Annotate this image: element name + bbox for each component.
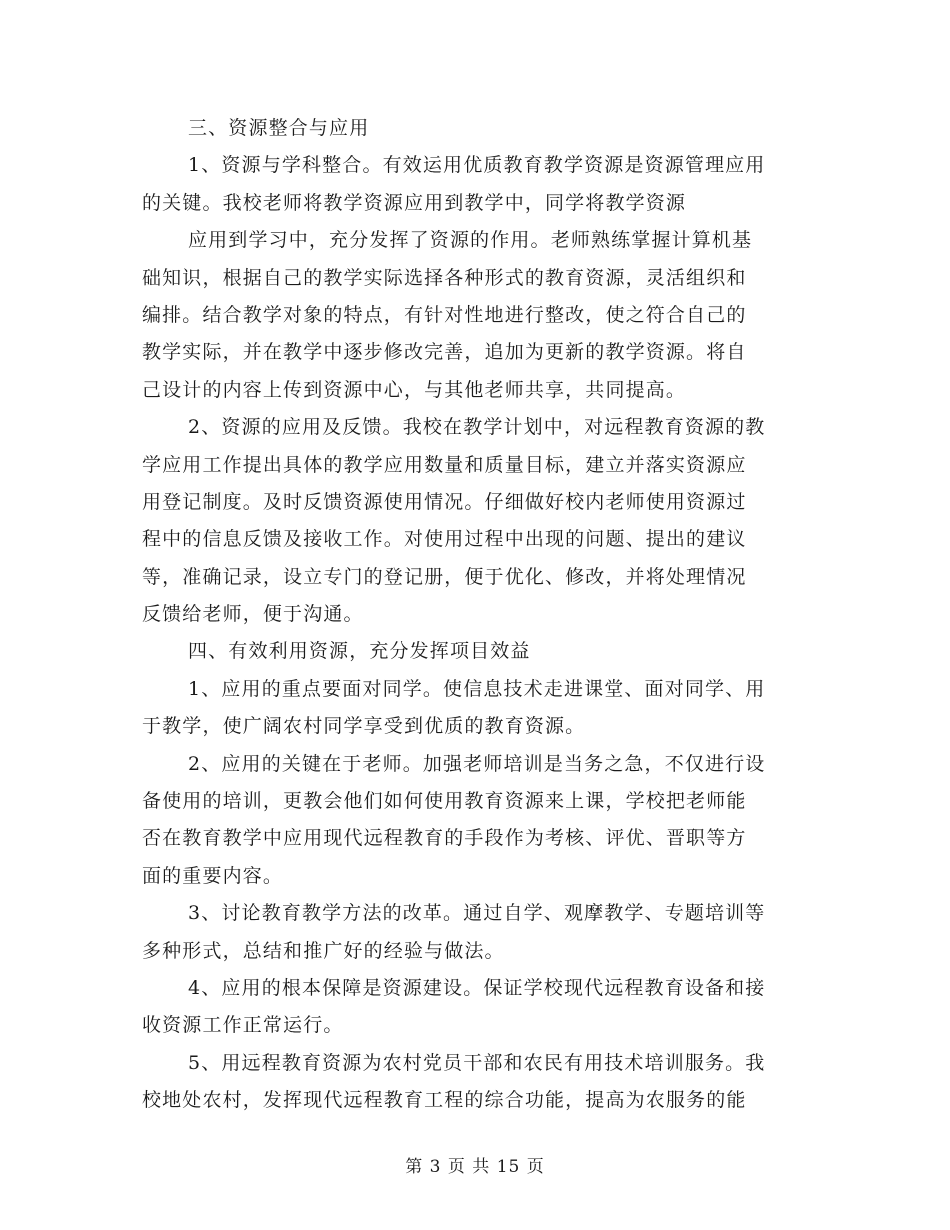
text-line: 5、用远程教育资源为农村党员干部和农民有用技术培训服务。我: [188, 1051, 766, 1074]
text-line: 反馈给老师，便于沟通。: [142, 603, 364, 626]
footer-middle: 页 共: [447, 1157, 491, 1177]
document-body: [142, 110, 807, 1120]
text-line: 等，准确记录，设立专门的登记册，便于优化、修改，并将处理情况: [142, 565, 747, 588]
text-line: 面的重要内容。: [142, 864, 284, 887]
text-line: 程中的信息反馈及接收工作。对使用过程中出现的问题、提出的建议: [142, 528, 747, 551]
text-line: 4、应用的根本保障是资源建设。保证学校现代远程教育设备和接: [188, 976, 766, 999]
text-line: 三、资源整合与应用: [188, 117, 370, 139]
text-line: 收资源工作正常运行。: [142, 1014, 344, 1037]
page-footer: [0, 1152, 950, 1177]
text-line: 2、资源的应用及反馈。我校在教学计划中，对远程教育资源的教: [188, 416, 766, 439]
footer-suffix: 页: [526, 1157, 545, 1177]
text-line: 于教学，使广阔农村同学享受到优质的教育资源。: [142, 715, 586, 738]
text-line: 编排。结合教学对象的特点，有针对性地进行整改，使之符合自己的: [142, 303, 747, 326]
current-page-number: 3: [429, 1157, 442, 1177]
text-line: 的关键。我校老师将教学资源应用到教学中，同学将教学资源: [142, 191, 687, 214]
text-line: 3、讨论教育教学方法的改革。通过自学、观摩教学、专题培训等: [188, 902, 766, 925]
footer-prefix: 第: [405, 1157, 424, 1177]
text-line: 己设计的内容上传到资源中心，与其他老师共享，共同提高。: [142, 378, 687, 401]
text-line: 多种形式，总结和推广好的经验与做法。: [142, 939, 505, 962]
text-line: 应用到学习中，充分发挥了资源的作用。老师熟练掌握计算机基: [188, 229, 753, 252]
text-line: 校地处农村，发挥现代远程教育工程的综合功能，提高为农服务的能: [142, 1089, 747, 1112]
text-line: 四、有效利用资源，充分发挥项目效益: [188, 640, 531, 663]
text-line: 2、应用的关键在于老师。加强老师培训是当务之急，不仅进行设: [188, 752, 766, 775]
text-line: 否在教育教学中应用现代远程教育的手段作为考核、评优、晋职等方: [142, 827, 747, 850]
text-line: 备使用的培训，更教会他们如何使用教育资源来上课，学校把老师能: [142, 790, 747, 813]
text-line: 1、资源与学科整合。有效运用优质教育教学资源是资源管理应用: [188, 154, 766, 177]
text-line: 教学实际，并在教学中逐步修改完善，追加为更新的教学资源。将自: [142, 341, 747, 364]
text-line: 学应用工作提出具体的教学应用数量和质量目标，建立并落实资源应: [142, 453, 747, 476]
text-line: 1、应用的重点要面对同学。使信息技术走进课堂、面对同学、用: [188, 677, 766, 700]
text-line: 础知识，根据自己的教学实际选择各种形式的教育资源，灵活组织和: [142, 266, 747, 289]
total-pages-number: 15: [496, 1157, 521, 1177]
text-line: 用登记制度。及时反馈资源使用情况。仔细做好校内老师使用资源过: [142, 490, 747, 513]
